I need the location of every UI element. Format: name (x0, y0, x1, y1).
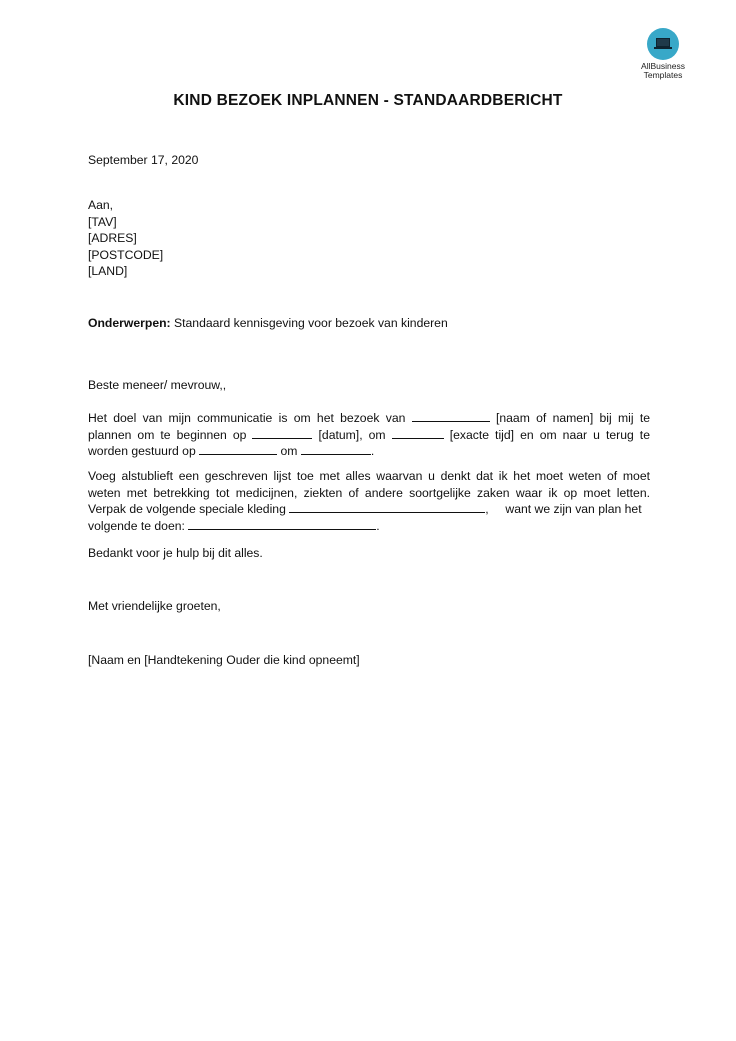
text-span: Het doel van mijn communicatie is om het bezoek van (88, 411, 406, 425)
address-line: [TAV] (88, 214, 117, 229)
logo-text (630, 62, 696, 80)
blank-field-return-time (301, 453, 371, 455)
salutation: Beste meneer/ mevrouw,, (88, 378, 227, 392)
text-span: plannen om te beginnen op (88, 427, 247, 442)
text-span: . (376, 518, 380, 533)
blank-field-return-date (199, 453, 277, 455)
document-title: KIND BEZOEK INPLANNEN - STANDAARDBERICHT (173, 92, 563, 109)
blank-field-time (392, 437, 444, 439)
letter-date: September 17, 2020 (88, 153, 199, 167)
address-line: Aan, (88, 198, 114, 212)
text-span: worden gestuurd op (88, 444, 196, 458)
text-span: om (280, 444, 298, 458)
laptop-icon (647, 28, 679, 60)
text-line: weten met betrekking tot medicijnen, ziekten of andere soortgelijke zaken waar ik op moet letten. (88, 485, 650, 500)
address-line: [LAND] (88, 264, 128, 278)
blank-field-date (252, 437, 312, 439)
blank-field-clothing (289, 511, 485, 513)
text-span: Verpak de volgende speciale kleding (88, 502, 286, 516)
thanks-line: Bedankt voor je hulp bij dit alles. (88, 546, 263, 560)
brand-logo (630, 28, 696, 80)
text-span: . (370, 444, 375, 458)
logo-line-1: AllBusiness (641, 61, 685, 71)
closing-line: Met vriendelijke groeten, (88, 599, 221, 613)
paragraph-details (88, 468, 650, 534)
signature-placeholder: [Naam en [Handtekening Ouder die kind opneemt] (88, 653, 360, 667)
address-line: [POSTCODE] (88, 247, 164, 262)
subject-text: Standaard kennisgeving voor bezoek van kinderen (174, 316, 448, 330)
blank-field-plans (188, 528, 376, 530)
blank-field-names (412, 420, 490, 422)
recipient-address (88, 197, 650, 280)
text-span: [naam of namen] bij mij te (495, 411, 651, 425)
subject-line (88, 315, 650, 332)
text-span: [datum], om (318, 427, 386, 442)
subject-label: Onderwerpen: (88, 316, 171, 330)
address-line: [ADRES] (88, 231, 137, 245)
logo-line-2: Templates (643, 70, 683, 80)
paragraph-intro (88, 410, 650, 460)
text-line: Voeg alstublieft een geschreven lijst toe met alles waarvan u denkt dat ik het moet weten of moet (88, 469, 650, 483)
text-span: [exacte tijd] en om naar u terug te (449, 427, 650, 442)
text-span: , (485, 502, 489, 516)
text-span: want we zijn van plan het (505, 502, 642, 516)
text-span: volgende te doen: (88, 518, 185, 533)
